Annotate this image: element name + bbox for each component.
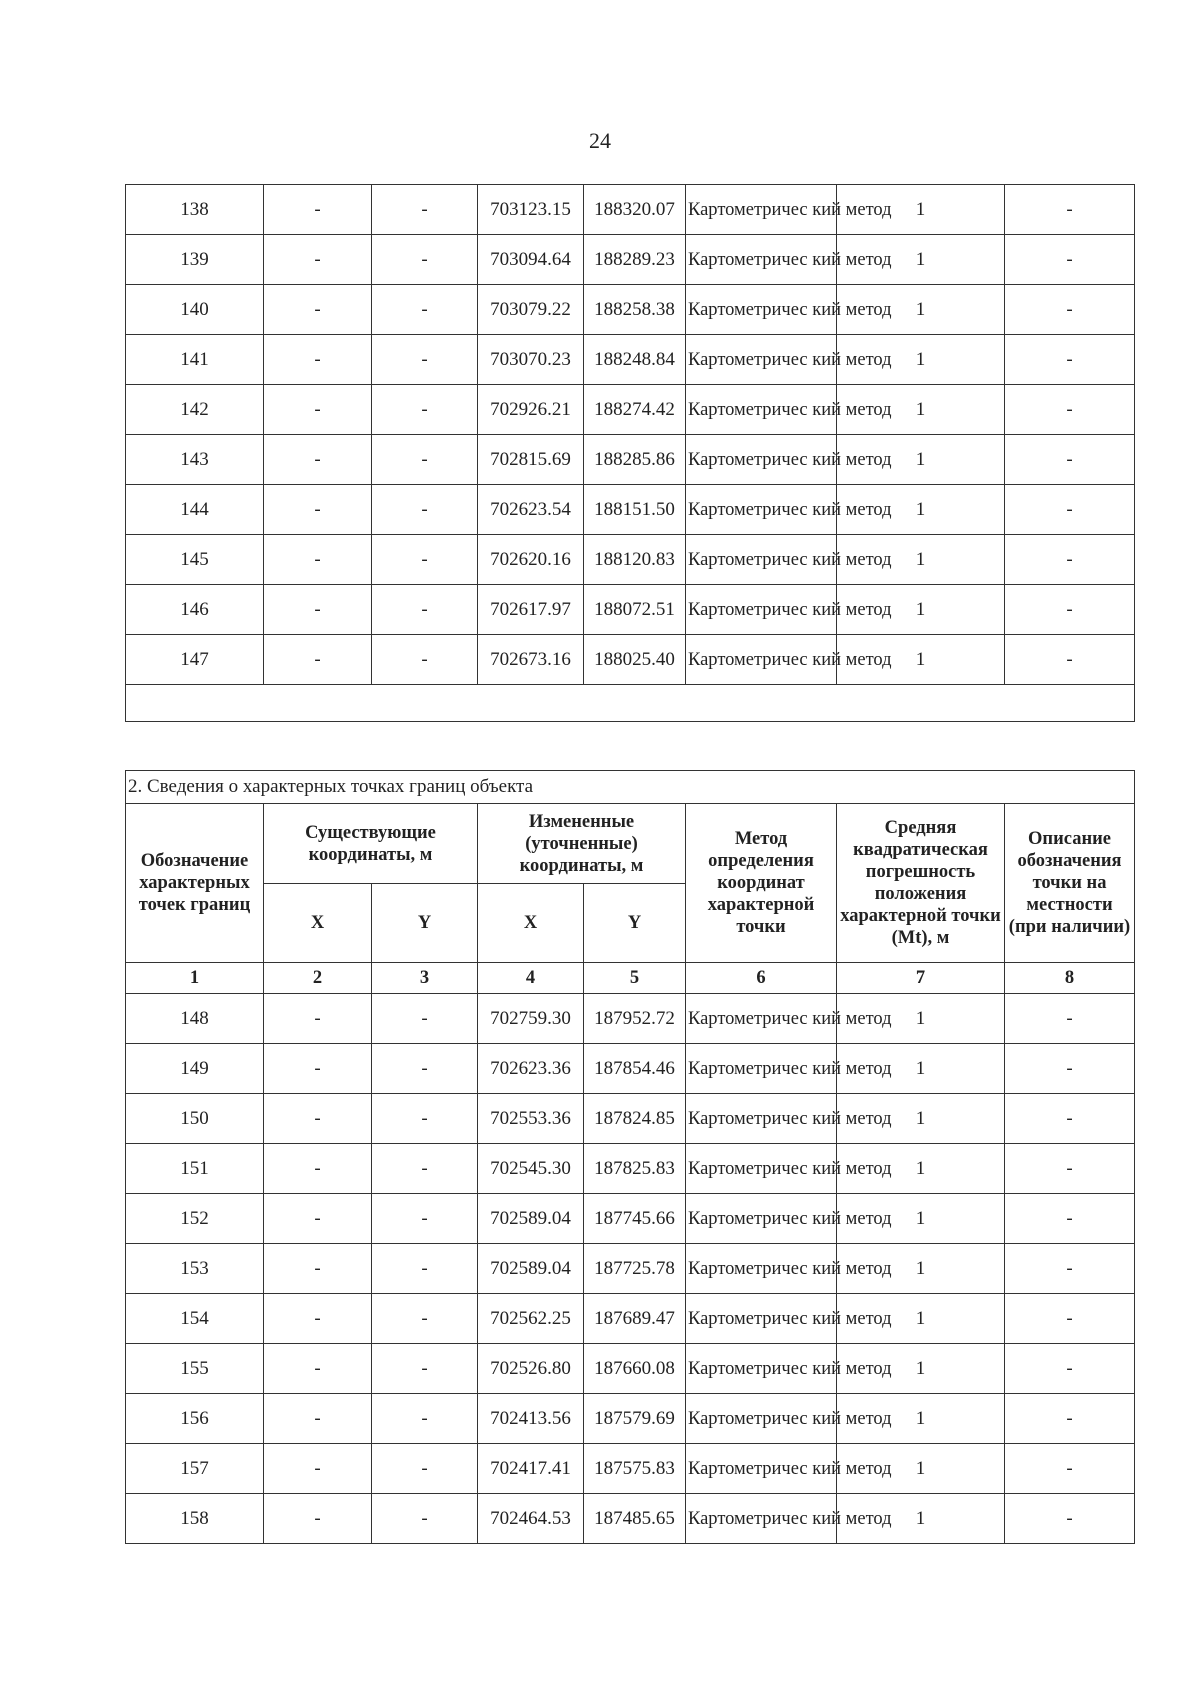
header-point: Обозначение характерных точек границ [126, 804, 264, 963]
cell-ex-y: - [372, 1144, 478, 1194]
table-row [126, 585, 1135, 635]
cell-point: 148 [126, 994, 264, 1044]
cell-ex-y: - [372, 185, 478, 235]
cell-method: Картометричес кий метод [686, 1194, 837, 1244]
cell-method: Картометричес кий метод [686, 635, 837, 685]
table-row [126, 185, 1135, 235]
cell-point: 147 [126, 635, 264, 685]
cell-desc: - [1005, 1344, 1135, 1394]
cell-point: 139 [126, 235, 264, 285]
table-row [126, 1244, 1135, 1294]
header-changed-y: Y [584, 884, 686, 963]
cell-ex-y: - [372, 994, 478, 1044]
cell-x: 702759.30 [478, 994, 584, 1044]
cell-y: 187660.08 [584, 1344, 686, 1394]
cell-y: 188151.50 [584, 485, 686, 535]
table-row [126, 1344, 1135, 1394]
cell-desc: - [1005, 185, 1135, 235]
cell-y: 187575.83 [584, 1444, 686, 1494]
cell-ex-y: - [372, 1244, 478, 1294]
cell-x: 702617.97 [478, 585, 584, 635]
column-number: 5 [584, 963, 686, 994]
cell-desc: - [1005, 435, 1135, 485]
cell-method: Картометричес кий метод [686, 1294, 837, 1344]
cell-point: 141 [126, 335, 264, 385]
cell-ex-y: - [372, 1294, 478, 1344]
cell-desc: - [1005, 285, 1135, 335]
boundary-points-table [125, 770, 1135, 1544]
column-number: 8 [1005, 963, 1135, 994]
cell-y: 187579.69 [584, 1394, 686, 1444]
cell-method: Картометричес кий метод [686, 1394, 837, 1444]
cell-x: 702620.16 [478, 535, 584, 585]
cell-y: 188285.86 [584, 435, 686, 485]
table-row [126, 535, 1135, 585]
table-row [126, 994, 1135, 1044]
cell-y: 187689.47 [584, 1294, 686, 1344]
cell-point: 154 [126, 1294, 264, 1344]
cell-mt: 1 [837, 1144, 1005, 1194]
cell-x: 702926.21 [478, 385, 584, 435]
cell-ex-x: - [264, 535, 372, 585]
cell-desc: - [1005, 1044, 1135, 1094]
cell-point: 150 [126, 1094, 264, 1144]
table-row [126, 1194, 1135, 1244]
cell-mt: 1 [837, 1394, 1005, 1444]
cell-x: 702526.80 [478, 1344, 584, 1394]
cell-ex-x: - [264, 385, 372, 435]
cell-y: 187745.66 [584, 1194, 686, 1244]
cell-ex-x: - [264, 285, 372, 335]
cell-desc: - [1005, 1144, 1135, 1194]
cell-point: 156 [126, 1394, 264, 1444]
column-number: 6 [686, 963, 837, 994]
cell-mt: 1 [837, 1244, 1005, 1294]
cell-desc: - [1005, 485, 1135, 535]
header-mt: Средняя квадратическая погрешность положения характерной точки (Mt), м [837, 804, 1005, 963]
cell-method: Картометричес кий метод [686, 335, 837, 385]
cell-ex-x: - [264, 1344, 372, 1394]
cell-ex-y: - [372, 435, 478, 485]
cell-ex-y: - [372, 585, 478, 635]
cell-mt: 1 [837, 1094, 1005, 1144]
header-method: Метод определения координат характерной точки [686, 804, 837, 963]
table-body [126, 185, 1135, 685]
column-number: 1 [126, 963, 264, 994]
cell-ex-x: - [264, 1244, 372, 1294]
cell-x: 702413.56 [478, 1394, 584, 1444]
table-row [126, 285, 1135, 335]
cell-desc: - [1005, 1194, 1135, 1244]
table-row [126, 1294, 1135, 1344]
column-number: 2 [264, 963, 372, 994]
cell-method: Картометричес кий метод [686, 1344, 837, 1394]
page-number: 24 [589, 128, 611, 153]
cell-point: 143 [126, 435, 264, 485]
cell-method: Картометричес кий метод [686, 435, 837, 485]
cell-x: 702417.41 [478, 1444, 584, 1494]
cell-ex-x: - [264, 485, 372, 535]
boundary-points-table-continued [125, 184, 1135, 722]
cell-point: 140 [126, 285, 264, 335]
cell-mt: 1 [837, 235, 1005, 285]
column-numbers-row [126, 963, 1135, 994]
cell-x: 702562.25 [478, 1294, 584, 1344]
cell-desc: - [1005, 235, 1135, 285]
cell-desc: - [1005, 535, 1135, 585]
cell-mt: 1 [837, 385, 1005, 435]
cell-desc: - [1005, 1294, 1135, 1344]
cell-point: 153 [126, 1244, 264, 1294]
cell-mt: 1 [837, 485, 1005, 535]
cell-ex-x: - [264, 235, 372, 285]
cell-point: 146 [126, 585, 264, 635]
cell-method: Картометричес кий метод [686, 385, 837, 435]
cell-ex-x: - [264, 1144, 372, 1194]
cell-ex-y: - [372, 635, 478, 685]
cell-desc: - [1005, 335, 1135, 385]
cell-y: 188025.40 [584, 635, 686, 685]
cell-ex-x: - [264, 185, 372, 235]
cell-desc: - [1005, 994, 1135, 1044]
cell-mt: 1 [837, 335, 1005, 385]
cell-point: 144 [126, 485, 264, 535]
cell-mt: 1 [837, 285, 1005, 335]
empty-row [126, 685, 1135, 722]
cell-method: Картометричес кий метод [686, 235, 837, 285]
cell-method: Картометричес кий метод [686, 1444, 837, 1494]
column-number: 7 [837, 963, 1005, 994]
cell-point: 149 [126, 1044, 264, 1094]
cell-ex-x: - [264, 635, 372, 685]
cell-method: Картометричес кий метод [686, 1094, 837, 1144]
cell-method: Картометричес кий метод [686, 285, 837, 335]
cell-method: Картометричес кий метод [686, 1494, 837, 1544]
cell-mt: 1 [837, 585, 1005, 635]
cell-mt: 1 [837, 435, 1005, 485]
cell-mt: 1 [837, 1494, 1005, 1544]
cell-x: 703094.64 [478, 235, 584, 285]
cell-ex-x: - [264, 1394, 372, 1444]
cell-mt: 1 [837, 1044, 1005, 1094]
cell-point: 138 [126, 185, 264, 235]
cell-x: 703070.23 [478, 335, 584, 385]
cell-method: Картометричес кий метод [686, 1244, 837, 1294]
table-row [126, 385, 1135, 435]
cell-x: 702464.53 [478, 1494, 584, 1544]
cell-y: 187485.65 [584, 1494, 686, 1544]
cell-desc: - [1005, 1444, 1135, 1494]
cell-x: 702623.54 [478, 485, 584, 535]
cell-ex-y: - [372, 285, 478, 335]
cell-x: 702673.16 [478, 635, 584, 685]
cell-x: 702623.36 [478, 1044, 584, 1094]
header-existing-x: X [264, 884, 372, 963]
cell-desc: - [1005, 385, 1135, 435]
cell-x: 702815.69 [478, 435, 584, 485]
table-row [126, 1494, 1135, 1544]
cell-ex-y: - [372, 1044, 478, 1094]
cell-ex-x: - [264, 1044, 372, 1094]
header-description: Описание обозначения точки на местности (при наличии) [1005, 804, 1135, 963]
cell-ex-x: - [264, 585, 372, 635]
table-row [126, 1394, 1135, 1444]
header-changed-x: X [478, 884, 584, 963]
cell-x: 702553.36 [478, 1094, 584, 1144]
cell-mt: 1 [837, 635, 1005, 685]
cell-mt: 1 [837, 1444, 1005, 1494]
cell-point: 151 [126, 1144, 264, 1194]
cell-y: 187825.83 [584, 1144, 686, 1194]
cell-method: Картометричес кий метод [686, 185, 837, 235]
cell-ex-y: - [372, 385, 478, 435]
cell-ex-x: - [264, 994, 372, 1044]
cell-y: 187952.72 [584, 994, 686, 1044]
cell-desc: - [1005, 585, 1135, 635]
cell-method: Картометричес кий метод [686, 1044, 837, 1094]
cell-ex-x: - [264, 1494, 372, 1544]
cell-ex-x: - [264, 1194, 372, 1244]
cell-y: 187824.85 [584, 1094, 686, 1144]
cell-y: 188274.42 [584, 385, 686, 435]
cell-y: 188072.51 [584, 585, 686, 635]
cell-y: 188120.83 [584, 535, 686, 585]
table-row [126, 235, 1135, 285]
cell-desc: - [1005, 1394, 1135, 1444]
cell-desc: - [1005, 1244, 1135, 1294]
table-row [126, 335, 1135, 385]
table-title: 2. Сведения о характерных точках границ объекта [126, 771, 1135, 804]
cell-point: 152 [126, 1194, 264, 1244]
cell-x: 703079.22 [478, 285, 584, 335]
cell-point: 158 [126, 1494, 264, 1544]
cell-x: 702589.04 [478, 1244, 584, 1294]
cell-point: 155 [126, 1344, 264, 1394]
table-row [126, 1444, 1135, 1494]
cell-ex-y: - [372, 235, 478, 285]
table-row [126, 1044, 1135, 1094]
cell-desc: - [1005, 1494, 1135, 1544]
cell-mt: 1 [837, 1344, 1005, 1394]
cell-mt: 1 [837, 1194, 1005, 1244]
table-row [126, 1144, 1135, 1194]
cell-ex-y: - [372, 1344, 478, 1394]
cell-method: Картометричес кий метод [686, 535, 837, 585]
cell-mt: 1 [837, 994, 1005, 1044]
cell-desc: - [1005, 1094, 1135, 1144]
cell-point: 157 [126, 1444, 264, 1494]
cell-ex-y: - [372, 1444, 478, 1494]
cell-ex-y: - [372, 485, 478, 535]
cell-method: Картометричес кий метод [686, 1144, 837, 1194]
table-row [126, 1094, 1135, 1144]
cell-x: 703123.15 [478, 185, 584, 235]
table-body [126, 994, 1135, 1544]
cell-ex-y: - [372, 1394, 478, 1444]
cell-point: 142 [126, 385, 264, 435]
cell-ex-y: - [372, 535, 478, 585]
cell-ex-x: - [264, 1294, 372, 1344]
cell-y: 188289.23 [584, 235, 686, 285]
header-existing-coords: Существующие координаты, м [264, 804, 478, 884]
cell-x: 702545.30 [478, 1144, 584, 1194]
cell-ex-y: - [372, 1494, 478, 1544]
cell-ex-x: - [264, 435, 372, 485]
cell-ex-x: - [264, 1094, 372, 1144]
cell-ex-y: - [372, 1094, 478, 1144]
cell-method: Картометричес кий метод [686, 485, 837, 535]
cell-mt: 1 [837, 185, 1005, 235]
cell-desc: - [1005, 635, 1135, 685]
header-changed-coords: Измененные (уточненные) координаты, м [478, 804, 686, 884]
cell-method: Картометричес кий метод [686, 585, 837, 635]
column-number: 3 [372, 963, 478, 994]
table-row [126, 635, 1135, 685]
cell-y: 188258.38 [584, 285, 686, 335]
cell-point: 145 [126, 535, 264, 585]
cell-ex-y: - [372, 335, 478, 385]
cell-y: 187725.78 [584, 1244, 686, 1294]
cell-mt: 1 [837, 1294, 1005, 1344]
cell-y: 188248.84 [584, 335, 686, 385]
cell-mt: 1 [837, 535, 1005, 585]
table-row [126, 435, 1135, 485]
empty-cell [126, 685, 1135, 722]
cell-ex-y: - [372, 1194, 478, 1244]
column-number: 4 [478, 963, 584, 994]
cell-ex-x: - [264, 1444, 372, 1494]
table-row [126, 485, 1135, 535]
header-existing-y: Y [372, 884, 478, 963]
cell-x: 702589.04 [478, 1194, 584, 1244]
cell-method: Картометричес кий метод [686, 994, 837, 1044]
cell-y: 187854.46 [584, 1044, 686, 1094]
cell-y: 188320.07 [584, 185, 686, 235]
cell-ex-x: - [264, 335, 372, 385]
